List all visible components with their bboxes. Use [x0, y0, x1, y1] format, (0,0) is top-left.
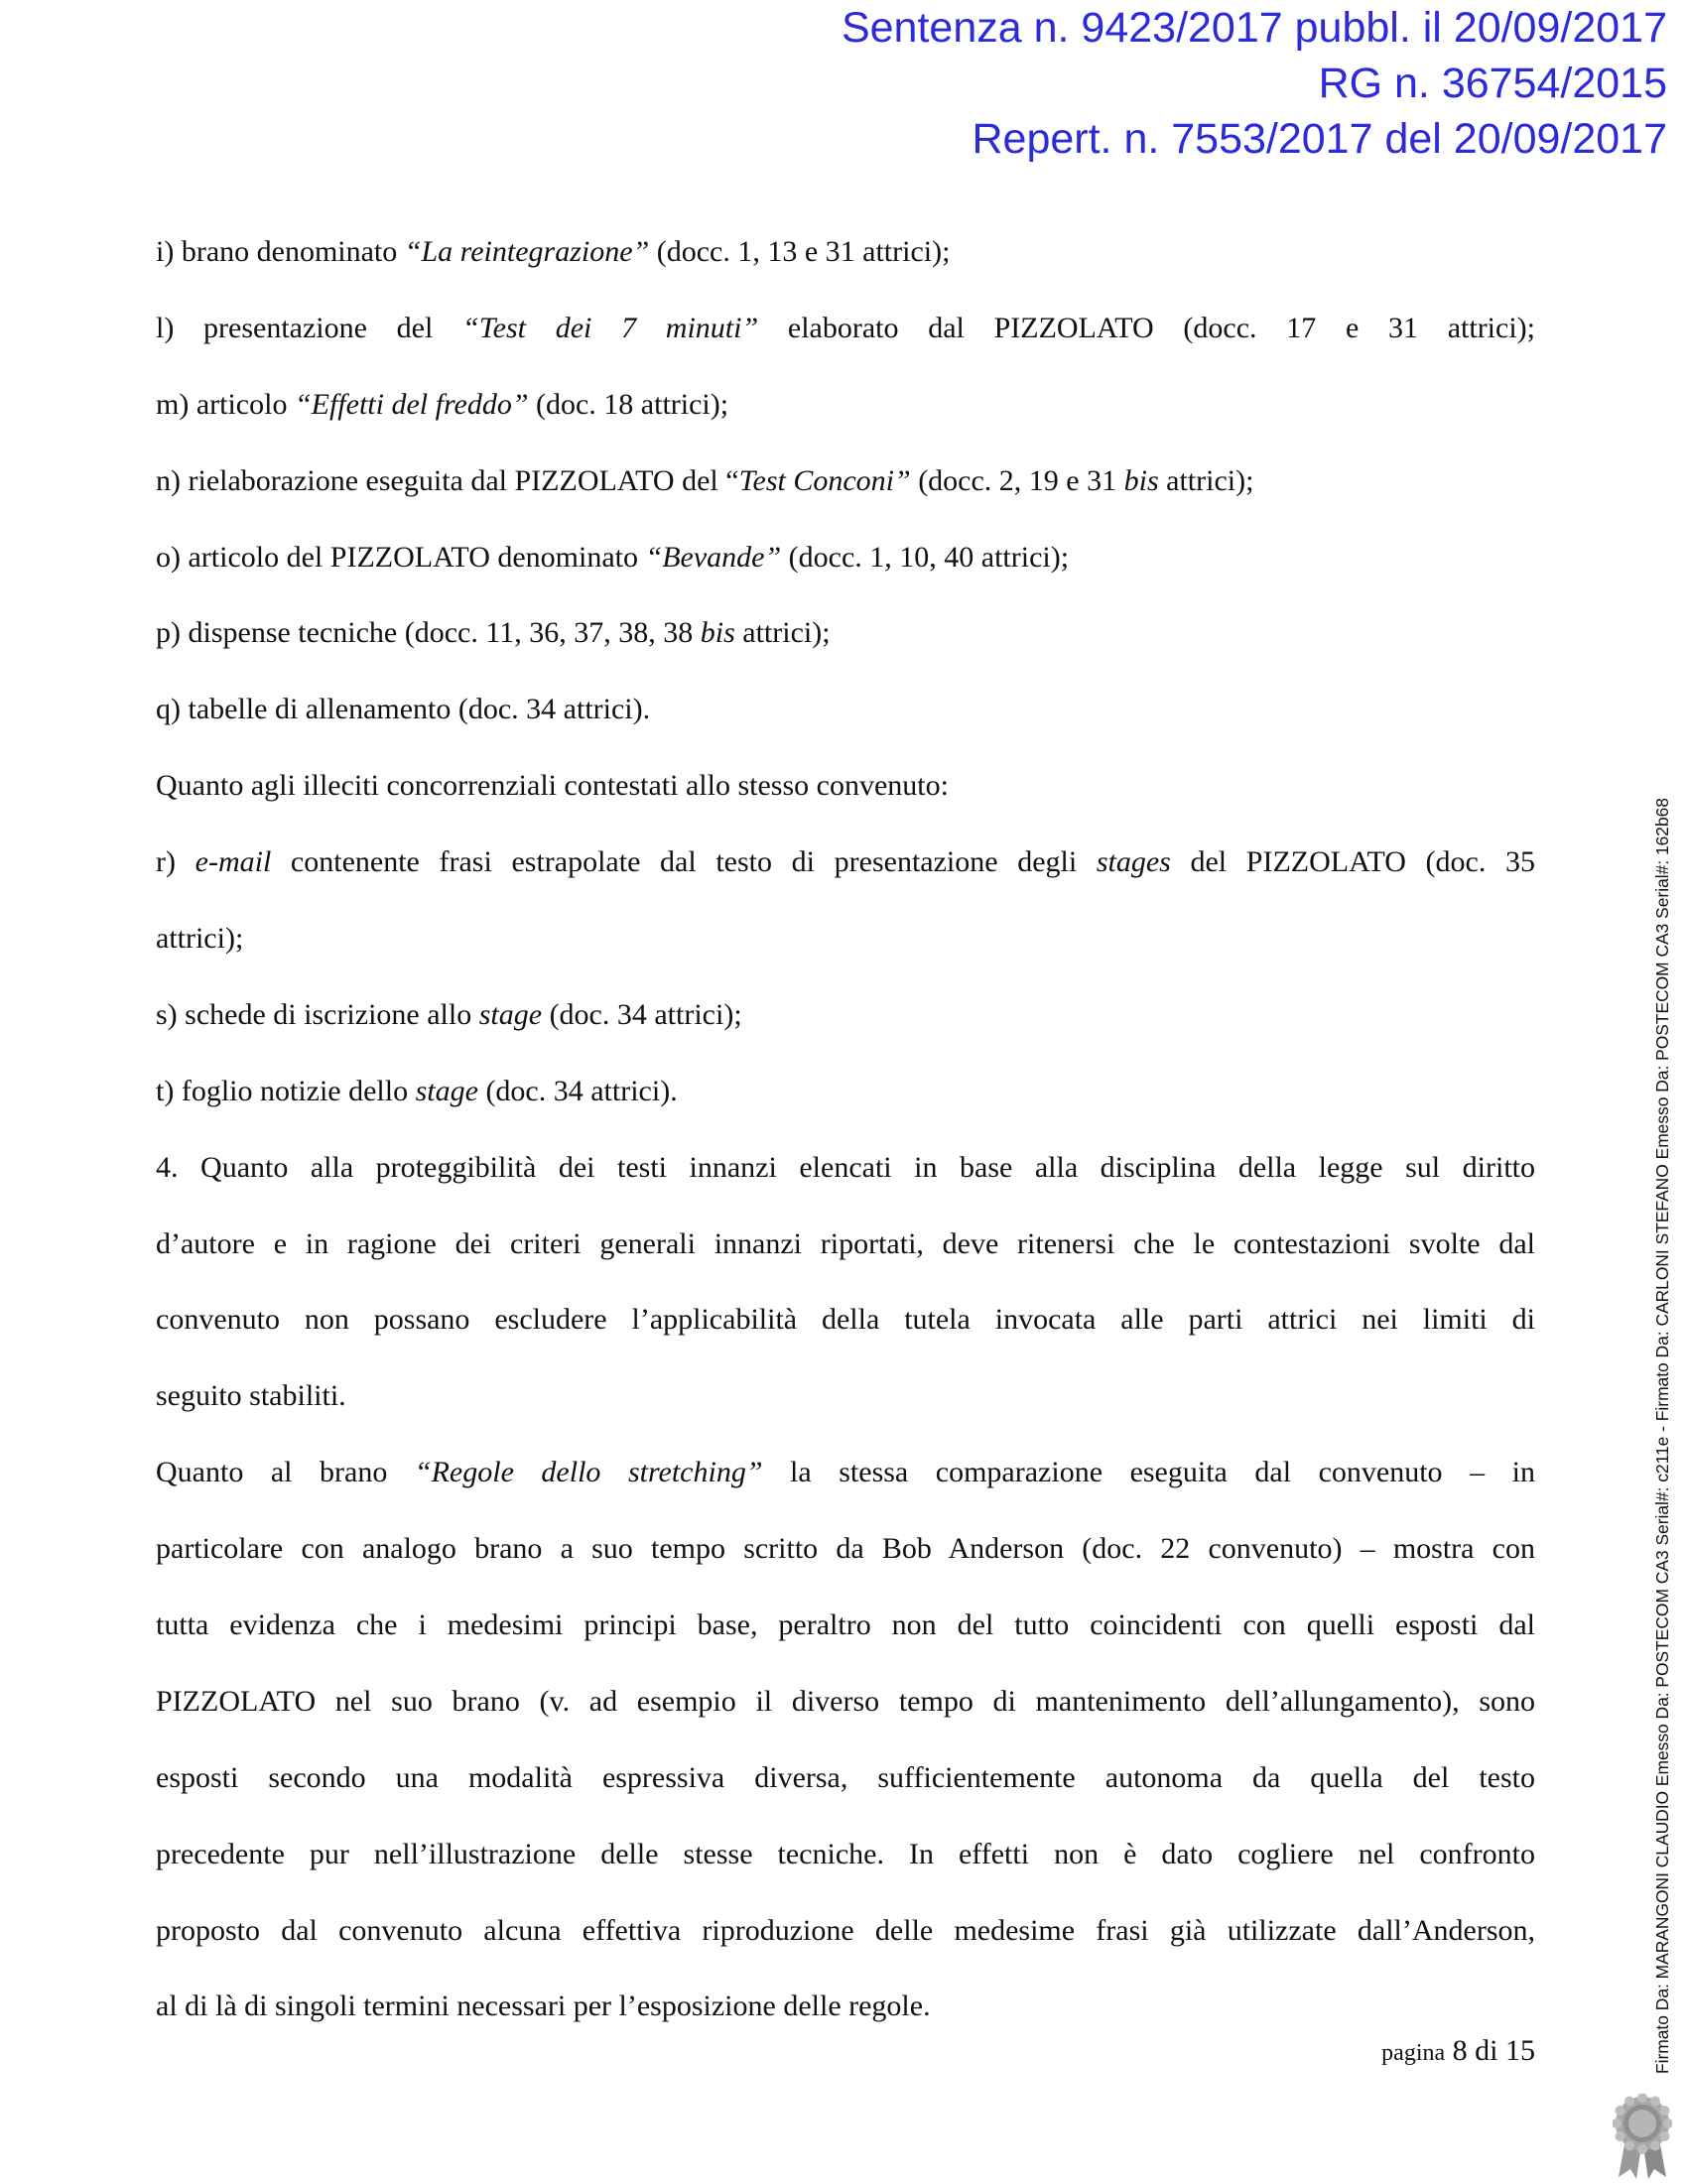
paragraph-intro: Quanto agli illeciti concorrenziali contestati allo stesso convenuto: — [156, 769, 949, 803]
page-count: 8 di 15 — [1452, 2034, 1535, 2067]
list-item-s: s) schede di iscrizione allo stage (doc. 34 attrici); — [156, 997, 742, 1031]
list-item-r-cont: attrici); — [156, 922, 244, 956]
list-item-m: m) articolo “Effetti del freddo” (doc. 18 attrici); — [156, 387, 729, 421]
list-item-r: r) e-mail contenente frasi estrapolate dal testo di presentazione degli stages del PIZZOLATO (doc. 35 — [156, 845, 1536, 879]
paragraph-line: precedente pur nell’illustrazione delle stesse tecniche. In effetti non è dato cogliere nel confronto — [156, 1837, 1535, 1870]
digital-signature-note: Firmato Da: MARANGONI CLAUDIO Emesso Da: POSTECOM CA3 Serial#: c211e - Firmato Da: CARLONI STEFANO Emesso Da: POSTECOM CA3 Serial#: 162b68 — [1652, 798, 1672, 2074]
list-item-n: n) rielaborazione eseguita dal PIZZOLATO del “Test Conconi” (docc. 2, 19 e 31 bis attrici); — [156, 463, 1254, 497]
list-item-i: i) brano denominato “La reintegrazione” (docc. 1, 13 e 31 attrici); — [156, 235, 951, 268]
list-item-p: p) dispense tecniche (docc. 11, 36, 37, 38, 38 bis attrici); — [156, 616, 831, 650]
sentence-number: Sentenza n. 9423/2017 pubbl. il 20/09/2017 — [841, 4, 1667, 52]
paragraph-line: al di là di singoli termini necessari per l’esposizione delle regole. — [156, 1990, 931, 2023]
list-item-o: o) articolo del PIZZOLATO denominato “Bevande” (docc. 1, 10, 40 attrici); — [156, 540, 1070, 574]
paragraph-line: d’autore e in ragione dei criteri generali innanzi riportati, deve ritenersi che le contestazioni svolte dal — [156, 1226, 1535, 1260]
paragraph-line: esposti secondo una modalità espressiva diversa, sufficientemente autonoma da quella del testo — [156, 1760, 1535, 1794]
paragraph-line: particolare con analogo brano a suo tempo scritto da Bob Anderson (doc. 22 convenuto) – mostra con — [156, 1532, 1535, 1566]
paragraph-line: tutta evidenza che i medesimi principi base, peraltro non del tutto coincidenti con quelli esposti dal — [156, 1608, 1535, 1642]
repert-number: Repert. n. 7553/2017 del 20/09/2017 — [972, 115, 1667, 163]
list-item-l: l) presentazione del “Test dei 7 minuti” elaborato dal PIZZOLATO (docc. 17 e 31 attrici); — [156, 311, 1535, 344]
rg-number: RG n. 36754/2015 — [1318, 60, 1667, 107]
paragraph-line: PIZZOLATO nel suo brano (v. ad esempio il diverso tempo di mantenimento dell’allungamento), sono — [156, 1684, 1535, 1718]
rosette-seal-icon — [1613, 2094, 1672, 2179]
paragraph-line: convenuto non possano escludere l’applicabilità della tutela invocata alle parti attrici nei limiti di — [156, 1303, 1535, 1337]
list-item-t: t) foglio notizie dello stage (doc. 34 attrici). — [156, 1074, 678, 1107]
paragraph-line: proposto dal convenuto alcuna effettiva riproduzione delle medesime frasi già utilizzate dall’Anderson, — [156, 1913, 1535, 1947]
document-body — [156, 226, 1535, 2057]
paragraph-line: Quanto al brano “Regole dello stretching” la stessa comparazione eseguita dal convenuto – in — [156, 1456, 1535, 1489]
page-word: pagina — [1381, 2040, 1446, 2066]
paragraph-line: 4. Quanto alla proteggibilità dei testi innanzi elencati in base alla disciplina della legge sul diritto — [156, 1150, 1535, 1184]
document-header — [842, 0, 1667, 167]
paragraph-line: seguito stabiliti. — [156, 1379, 346, 1413]
page-number — [1381, 2034, 1535, 2068]
list-item-q: q) tabelle di allenamento (doc. 34 attrici). — [156, 693, 651, 726]
